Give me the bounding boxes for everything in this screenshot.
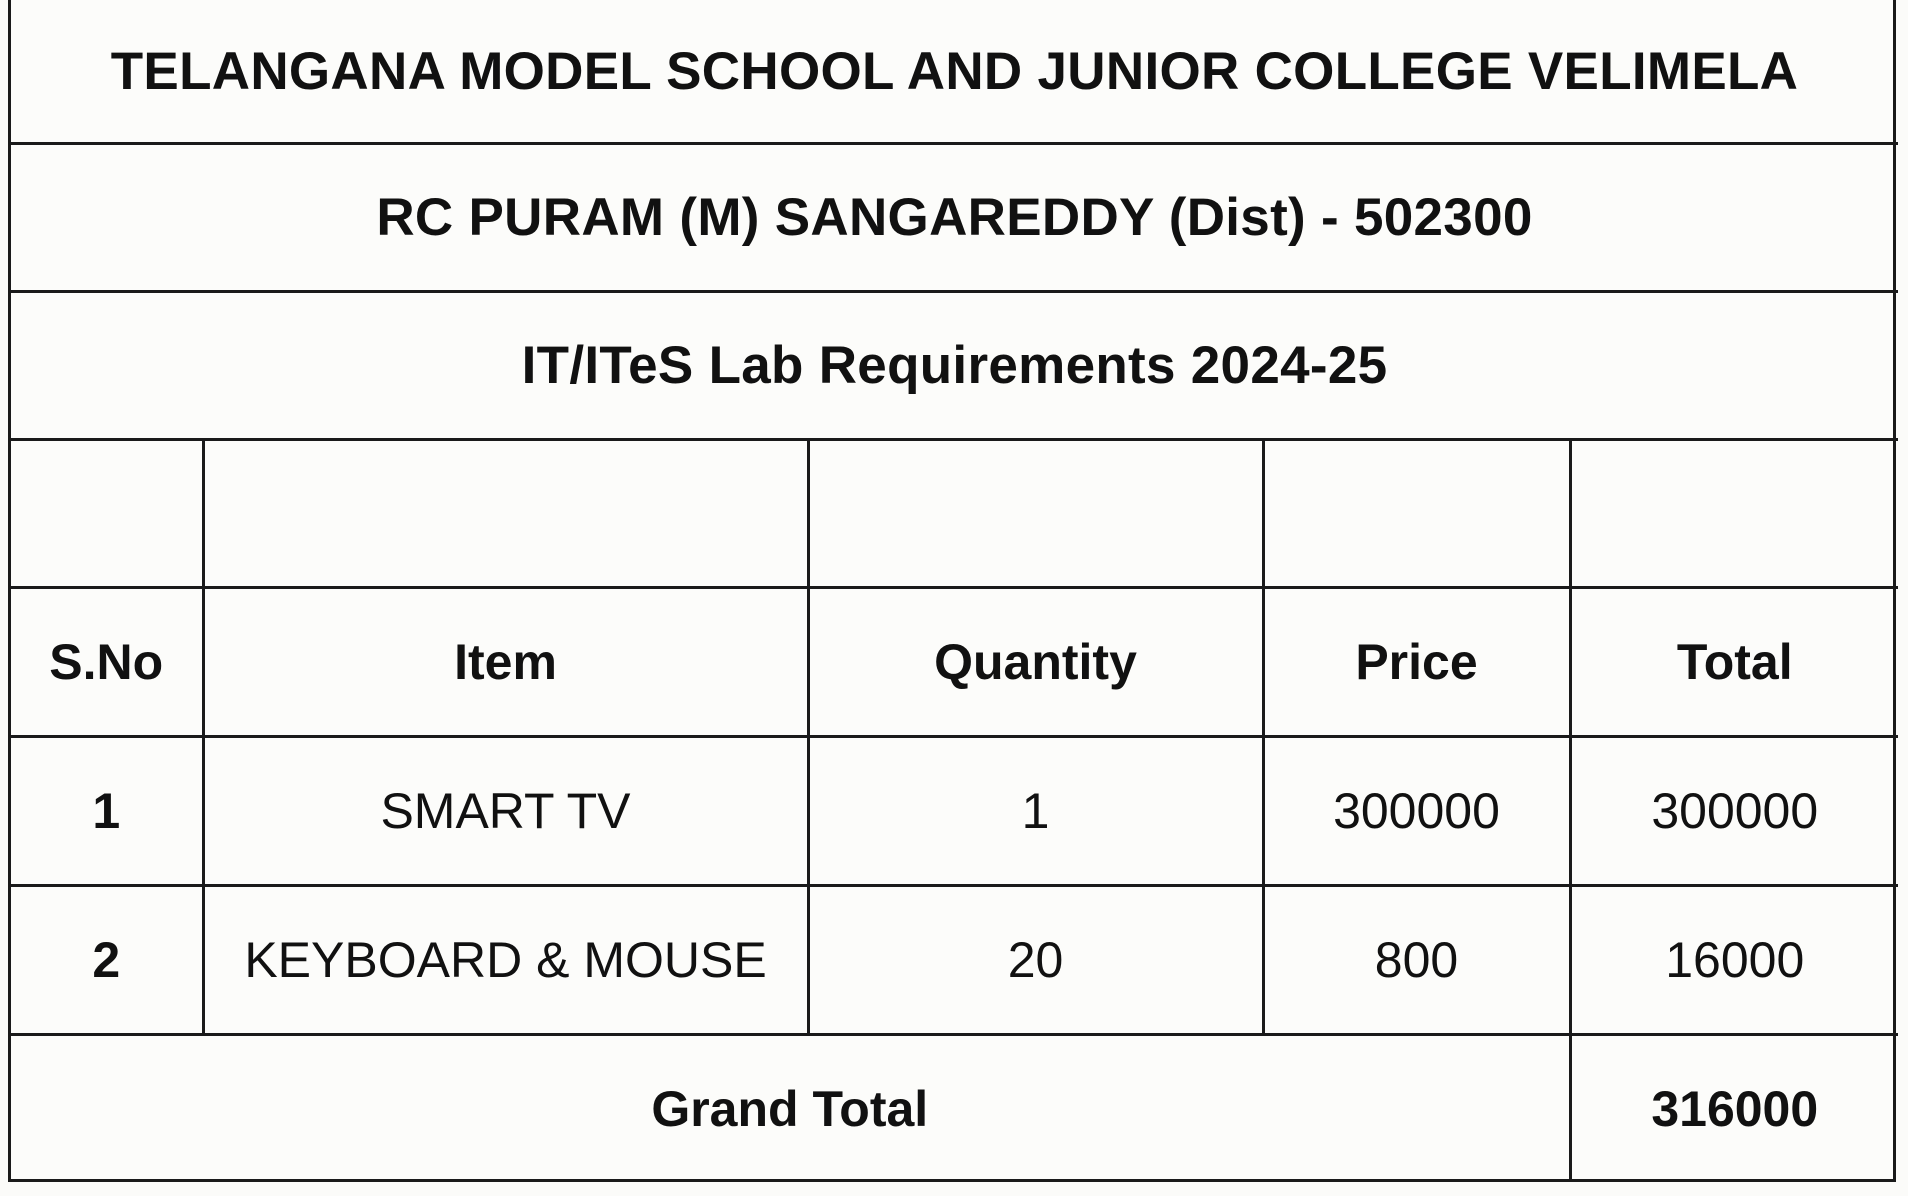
document-subject: IT/ITeS Lab Requirements 2024-25 bbox=[11, 292, 1898, 440]
column-header-sno: S.No bbox=[11, 588, 203, 737]
cell-price: 300000 bbox=[1263, 737, 1570, 886]
blank-cell bbox=[1263, 440, 1570, 588]
blank-cell bbox=[11, 440, 203, 588]
column-header-item: Item bbox=[203, 588, 808, 737]
grand-total-row bbox=[11, 1035, 1898, 1183]
subject-row bbox=[11, 292, 1898, 440]
table-header-row bbox=[11, 588, 1898, 737]
blank-row bbox=[11, 440, 1898, 588]
grand-total-value: 316000 bbox=[1570, 1035, 1898, 1183]
title-row bbox=[11, 0, 1898, 144]
requirements-table bbox=[11, 0, 1898, 1182]
blank-cell bbox=[203, 440, 808, 588]
cell-total: 300000 bbox=[1570, 737, 1898, 886]
cell-sno: 2 bbox=[11, 886, 203, 1035]
blank-cell bbox=[1570, 440, 1898, 588]
grand-total-label: Grand Total bbox=[11, 1035, 1570, 1183]
table-row bbox=[11, 886, 1898, 1035]
column-header-total: Total bbox=[1570, 588, 1898, 737]
column-header-price: Price bbox=[1263, 588, 1570, 737]
school-address: RC PURAM (M) SANGAREDDY (Dist) - 502300 bbox=[11, 144, 1898, 292]
school-name: TELANGANA MODEL SCHOOL AND JUNIOR COLLEGE VELIMELA bbox=[11, 0, 1898, 144]
cell-quantity: 1 bbox=[808, 737, 1263, 886]
cell-total: 16000 bbox=[1570, 886, 1898, 1035]
table-row bbox=[11, 737, 1898, 886]
cell-sno: 1 bbox=[11, 737, 203, 886]
requirements-document bbox=[8, 0, 1896, 1182]
cell-quantity: 20 bbox=[808, 886, 1263, 1035]
address-row bbox=[11, 144, 1898, 292]
cell-item: SMART TV bbox=[203, 737, 808, 886]
cell-item: KEYBOARD & MOUSE bbox=[203, 886, 808, 1035]
blank-cell bbox=[808, 440, 1263, 588]
column-header-quantity: Quantity bbox=[808, 588, 1263, 737]
cell-price: 800 bbox=[1263, 886, 1570, 1035]
